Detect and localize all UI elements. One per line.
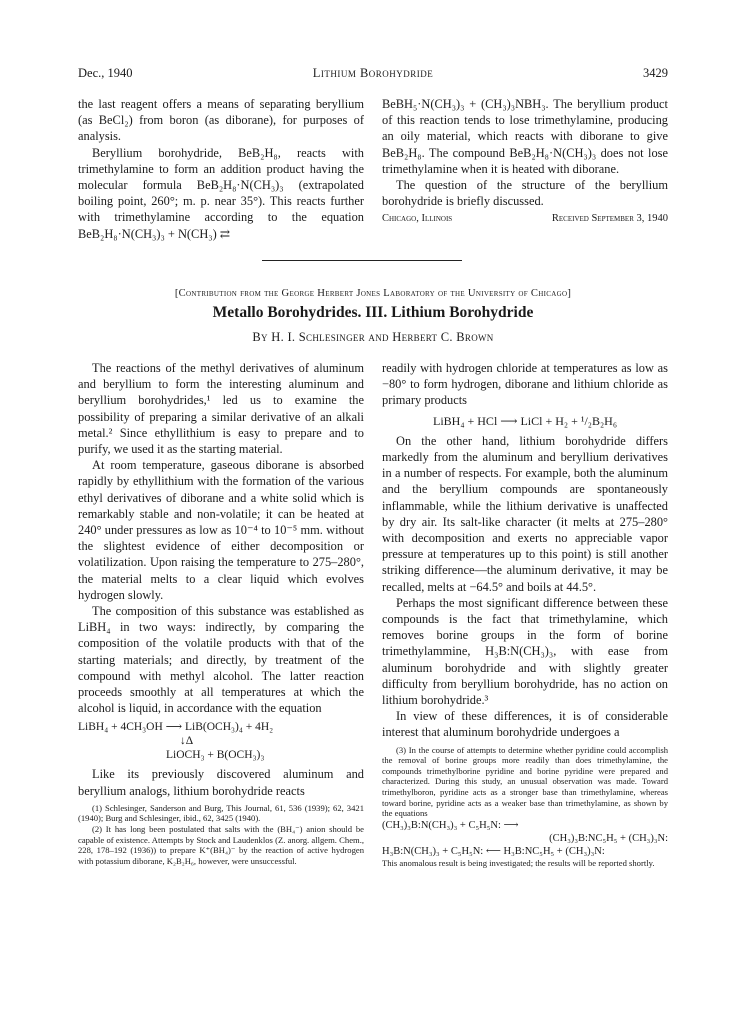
footnotes bbox=[382, 745, 668, 869]
footnote: (2) It has long been postulated that salts with the (BH₄⁻) anion should be capable of existence. Attempts by Stock and Laudenklos (Z. anorg. allgem. Chem., 228, 178–192 (1936)) to prepare K⁺(BH₄)⁻ by the reaction of active hydrogen with potassium diborane, K₂B₂H₆, however, were unsuccessful. bbox=[78, 824, 364, 866]
left-column bbox=[78, 360, 364, 866]
header-running-title: Lithium Borohydride bbox=[312, 66, 434, 80]
divider-rule bbox=[262, 260, 462, 261]
paragraph: At room temperature, gaseous diborane is absorbed rapidly by ethyllithium with the formation of the various ethyl derivatives of diborane and a white solid which is remarkably stable and non-volatile; it can be heated at 240° under pressures as low as 10⁻⁴ to 10⁻⁵ mm. without the slightest evidence of either decomposition or volatilization. Upon raising the temperature to 275–280°, the material melts to a clear liquid which evolves hydrogen slowly. bbox=[78, 458, 364, 602]
scheme-arrow: ↓Δ bbox=[180, 735, 194, 748]
footnote-equation: (CH₃)₃B:NC₅H₅ + (CH₃)₃N: bbox=[549, 832, 668, 844]
paragraph: BeBH₅·N(CH₃)₃ + (CH₃)₃NBH₃. The beryllium product of this reaction tends to lose trimethylamine, producing an oily material, which reacts with diborane to give BeB₂H₈. The compound BeB₂H₈·N(CH₃)₃ does not lose trimethylamine when it is heated with diborane. bbox=[382, 97, 668, 176]
reaction-scheme bbox=[78, 720, 364, 762]
prev-article-left-column bbox=[78, 96, 364, 242]
prev-article-right-column bbox=[382, 96, 668, 228]
page-header bbox=[78, 66, 668, 84]
right-column bbox=[382, 360, 668, 868]
place: Chicago, Illinois bbox=[382, 213, 453, 225]
footnote: (1) Schlesinger, Sanderson and Burg, This Journal, 61, 536 (1939); 62, 3421 (1940); Burg and Schlesinger, ibid., 62, 3425 (1940). bbox=[78, 802, 364, 824]
byline: By H. I. Schlesinger and Herbert C. Brown bbox=[252, 330, 494, 344]
contribution-line: [Contribution from the George Herbert Jones Laboratory of the University of Chicago] bbox=[174, 288, 572, 299]
paragraph: On the other hand, lithium borohydride differs markedly from the aluminum and beryllium derivatives in a number of respects. For example, both the aluminum and the beryllium compounds are spontaneously inflammable, while the lithium derivative is unaffected by dry air. Its salt-like character (it melts at 275–280° with decomposition and exerts no appreciable vapor pressure at temperatures up to this point) is still another striking difference—the aluminum derivative, it may be recalled, melts at −64.5° and boils at 44.5°. bbox=[382, 433, 668, 594]
header-page-number: 3429 bbox=[643, 66, 668, 80]
paragraph: readily with hydrogen chloride at temperatures as low as −80° to form hydrogen, diborane and lithium chloride as primary products bbox=[382, 361, 668, 408]
paragraph: Beryllium borohydride, BeB₂H₈, reacts with trimethylamine to form an addition product having the molecular formula BeB₂H₈·N(CH₃)₃ (extrapolated boiling point, 260°; m. p. near 35°). This reacts further with trimethylamine according to the equation BeB₂H₈·N(CH₃)₃ + N(CH₃) ⇄ bbox=[78, 145, 364, 241]
article-signoff bbox=[382, 211, 668, 227]
equation: LiBH₄ + HCl ⟶ LiCl + H₂ + ¹/₂B₂H₆ bbox=[432, 413, 618, 428]
paragraph: The composition of this substance was established as LiBH₄ in two ways: indirectly, by comparing the composition of the volatile products with that of the starting materials; and directly, by treatment of the compound with methyl alcohol. The latter reaction proceeds smoothly at all temperatures at which the alcohol is liquid, in accordance with the equation bbox=[78, 604, 364, 716]
received-date: Received September 3, 1940 bbox=[551, 213, 668, 225]
scheme-line: LiOCH₃ + B(OCH₃)₃ bbox=[166, 749, 265, 762]
paragraph: The question of the structure of the beryllium borohydride is briefly discussed. bbox=[382, 178, 668, 209]
footnote-equation: (CH₃)₃B:N(CH₃)₃ + C₅H₅N: ⟶ bbox=[382, 819, 519, 831]
paragraph: The reactions of the methyl derivatives of aluminum and beryllium to form the interesting aluminum and beryllium borohydrides,¹ led us to examine the possibility of preparing a similar derivative of an alkali metal.² Since ethyllithium is easy to prepare and to purify, we used it as the starting material. bbox=[78, 361, 364, 457]
footnote: (3) In the course of attempts to determine whether pyridine could accomplish the removal of borine groups more readily than does trimethylamine, the compounds trimethylborine pyridine and borine pyridine were prepared and characterized. During this study, an unusual observation was made. Toward trimethylboron, pyridine acts as a stronger base than trimethylamine, whereas toward borine, pyridine acts as a weaker base than trimethylamine, as shown by the equations bbox=[382, 744, 668, 819]
paragraph: In view of these differences, it is of considerable interest that aluminum borohydride undergoes a bbox=[382, 709, 668, 740]
scheme-line: LiBH₄ + 4CH₃OH ⟶ LiB(OCH₃)₄ + 4H₂ bbox=[78, 721, 274, 734]
footnotes bbox=[78, 803, 364, 867]
article-title: Metallo Borohydrides. III. Lithium Borohydride bbox=[212, 304, 534, 321]
footnote-equation: H₃B:N(CH₃)₃ + C₅H₅N: ⟵ H₃B:NC₅H₅ + (CH₃)₃N: bbox=[382, 845, 605, 857]
paragraph: Like its previously discovered aluminum and beryllium analogs, lithium borohydride reacts bbox=[78, 767, 364, 798]
footnote: This anomalous result is being investigated; the results will be reported shortly. bbox=[382, 857, 655, 868]
paragraph: the last reagent offers a means of separating beryllium (as BeCl₂) from boron (as diborane), for purposes of analysis. bbox=[78, 97, 364, 144]
header-date: Dec., 1940 bbox=[78, 66, 133, 80]
paragraph: Perhaps the most significant difference between these compounds is the fact that trimethylamine, which removes borine groups in the form of borine trimethylammine, H₃B:N(CH₃)₃, with ease from aluminum borohydride and with slightly greater difficulty from beryllium borohydride, has no action on lithium borohydride.³ bbox=[382, 595, 668, 708]
